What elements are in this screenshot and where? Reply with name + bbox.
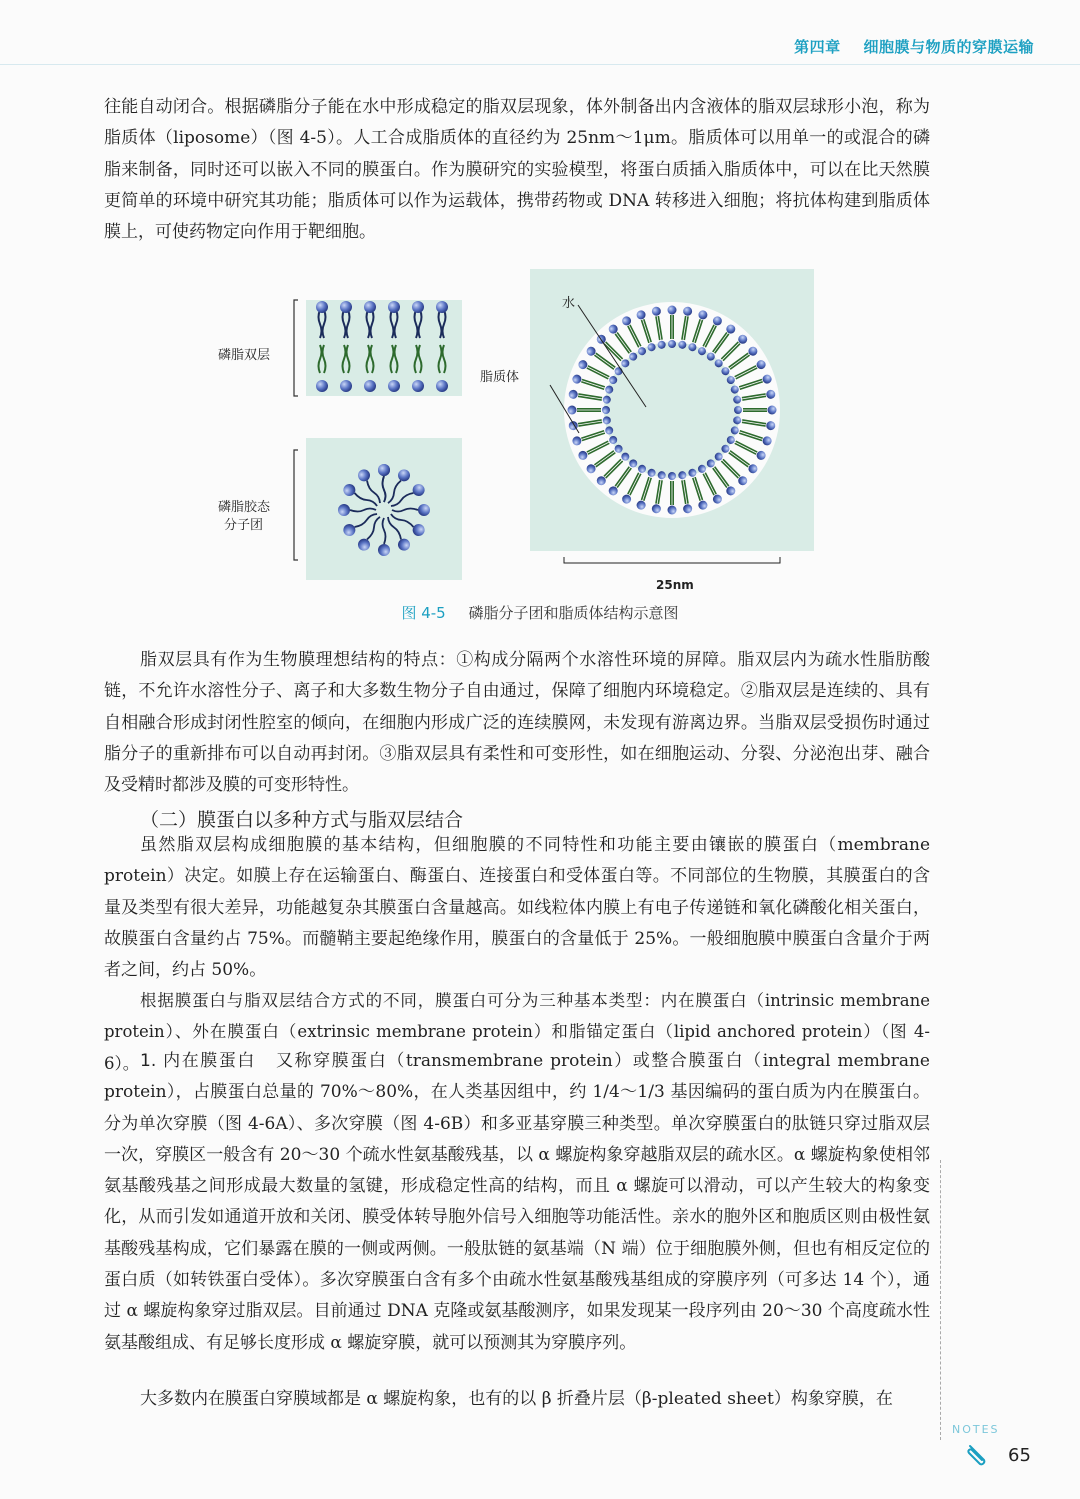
paragraph-protein-types: 根据膜蛋白与脂双层结合方式的不同，膜蛋白可分为三种基本类型：内在膜蛋白（intrinsic membrane protein）、外在膜蛋白（extrinsic membrane protein）和脂锚定蛋白（lipid anchored protein）（图 4-6）。: [104, 991, 930, 1073]
figure-4-5-diagram: [218, 255, 814, 595]
paragraph-bilayer-features: 脂双层具有作为生物膜理想结构的特点：①构成分隔两个水溶性环境的屏障。脂双层内为疏水性脂肪酸链，不允许水溶性分子、离子和大多数生物分子自由通过，保障了细胞内环境稳定。②脂双层是连续的、具有自相融合形成封闭性腔室的倾向，在细胞内形成广泛的连续膜网，未发现有游离边界。当脂双层受损伤时通过脂分子的重新排布可以自动再封闭。③脂双层具有柔性和可变形性，如在细胞运动、分裂、分泌泡出芽、融合及受精时都涉及膜的可变形特性。: [104, 650, 930, 796]
section-title: （二）膜蛋白以多种方式与脂双层结合: [140, 809, 464, 831]
chapter-title: 细胞膜与物质的穿膜运输: [863, 38, 1034, 56]
label-bilayer: 磷脂双层: [218, 348, 271, 363]
paperclip-icon: [966, 1442, 992, 1466]
caption-number: 图 4-5: [401, 604, 446, 622]
running-header: [0, 0, 1080, 70]
bilayer-bracket: [294, 300, 298, 396]
paragraph-membrane-protein: 虽然脂双层构成细胞膜的基本结构，但细胞膜的不同特性和功能主要由镶嵌的膜蛋白（membrane protein）决定。如膜上存在运输蛋白、酶蛋白、连接蛋白和受体蛋白等。不同部位的生物膜，其膜蛋白的含量及类型有很大差异，功能越复杂其膜蛋白含量越高。如线粒体内膜上有电子传递链和氧化磷酸化相关蛋白，故膜蛋白含量约占 75%。而髓鞘主要起绝缘作用，膜蛋白的含量低于 25%。一般细胞膜中膜蛋白含量介于两者之间，约占 50%。: [104, 835, 930, 981]
label-scale: 25nm: [656, 578, 694, 592]
notes-label: NOTES: [952, 1423, 1000, 1436]
label-water: 水: [562, 296, 576, 311]
micelle-bracket: [294, 450, 298, 560]
intrinsic-protein-text: 又称穿膜蛋白（transmembrane protein）或整合膜蛋白（integral membrane protein），占膜蛋白总量的 70%～80%，在人类基因组中，约 1/4～1/3 基因编码的蛋白质为内在膜蛋白。分为单次穿膜（图 4-6A）、多次穿膜（图 4-6B）和多亚基穿膜三种类型。单次穿膜蛋白的肽链只穿过脂双层一次，穿膜区一般含有 20～30 个疏水性氨基酸残基，以 α 螺旋构象穿越脂双层的疏水区。α 螺旋构象使相邻氨基酸残基之间形成最大数量的氢键，形成稳定性高的结构，而且 α 螺旋可以滑动，可以产生较大的构象变化，从而引发如通道开放和关闭、膜受体转导胞外信号入细胞等功能活性。亲水的胞外区和胞质区则由极性氨基酸残基构成，它们暴露在膜的一侧或两侧。一般肽链的氨基端（N 端）位于细胞膜外侧，但也有相反定位的蛋白质（如转铁蛋白受体）。多次穿膜蛋白含有多个由疏水性氨基酸残基组成的穿膜序列（可多达 14 个），通过 α 螺旋构象穿过脂双层。目前通过 DNA 克隆或氨基酸测序，如果发现某一段序列由 20～30 个高度疏水性氨基酸组成、有足够长度形成 α 螺旋穿膜，就可以预测其为穿膜序列。: [104, 1051, 930, 1353]
scale-bar: [564, 557, 780, 563]
micelle-panel: [306, 438, 462, 580]
label-micelle-1: 磷脂胶态: [218, 500, 271, 515]
caption-text: 磷脂分子团和脂质体结构示意图: [468, 604, 679, 622]
label-liposome: 脂质体: [480, 370, 520, 385]
chapter-heading: [794, 36, 1034, 57]
label-micelle-2: 分子团: [224, 518, 264, 533]
paragraph-liposome: 往能自动闭合。根据磷脂分子能在水中形成稳定的脂双层现象，体外制备出内含液体的脂双层球形小泡，称为脂质体（liposome）（图 4-5）。人工合成脂质体的直径约为 25nm～1μm。脂质体可以用单一的或混合的磷脂来制备，同时还可以嵌入不同的膜蛋白。作为膜研究的实验模型，将蛋白质插入脂质体中，可以在比天然膜更简单的环境中研究其功能；脂质体可以作为运载体，携带药物或 DNA 转移进入细胞；将抗体构建到脂质体膜上，可使药物定向作用于靶细胞。: [104, 97, 930, 243]
chapter-number: 第四章: [794, 38, 841, 56]
page-number: 65: [1008, 1445, 1031, 1466]
paragraph-intrinsic-protein: [104, 1046, 930, 1359]
figure-caption: [0, 602, 1080, 623]
intrinsic-protein-heading: 1. 内在膜蛋白: [140, 1051, 256, 1071]
notes-margin: [940, 1160, 1001, 1440]
paragraph-beta-sheet: 大多数内在膜蛋白穿膜域都是 α 螺旋构象，也有的以 β 折叠片层（β-pleated sheet）构象穿膜，在: [140, 1389, 893, 1409]
figure-4-5: [218, 255, 814, 595]
header-divider: [0, 64, 1080, 65]
